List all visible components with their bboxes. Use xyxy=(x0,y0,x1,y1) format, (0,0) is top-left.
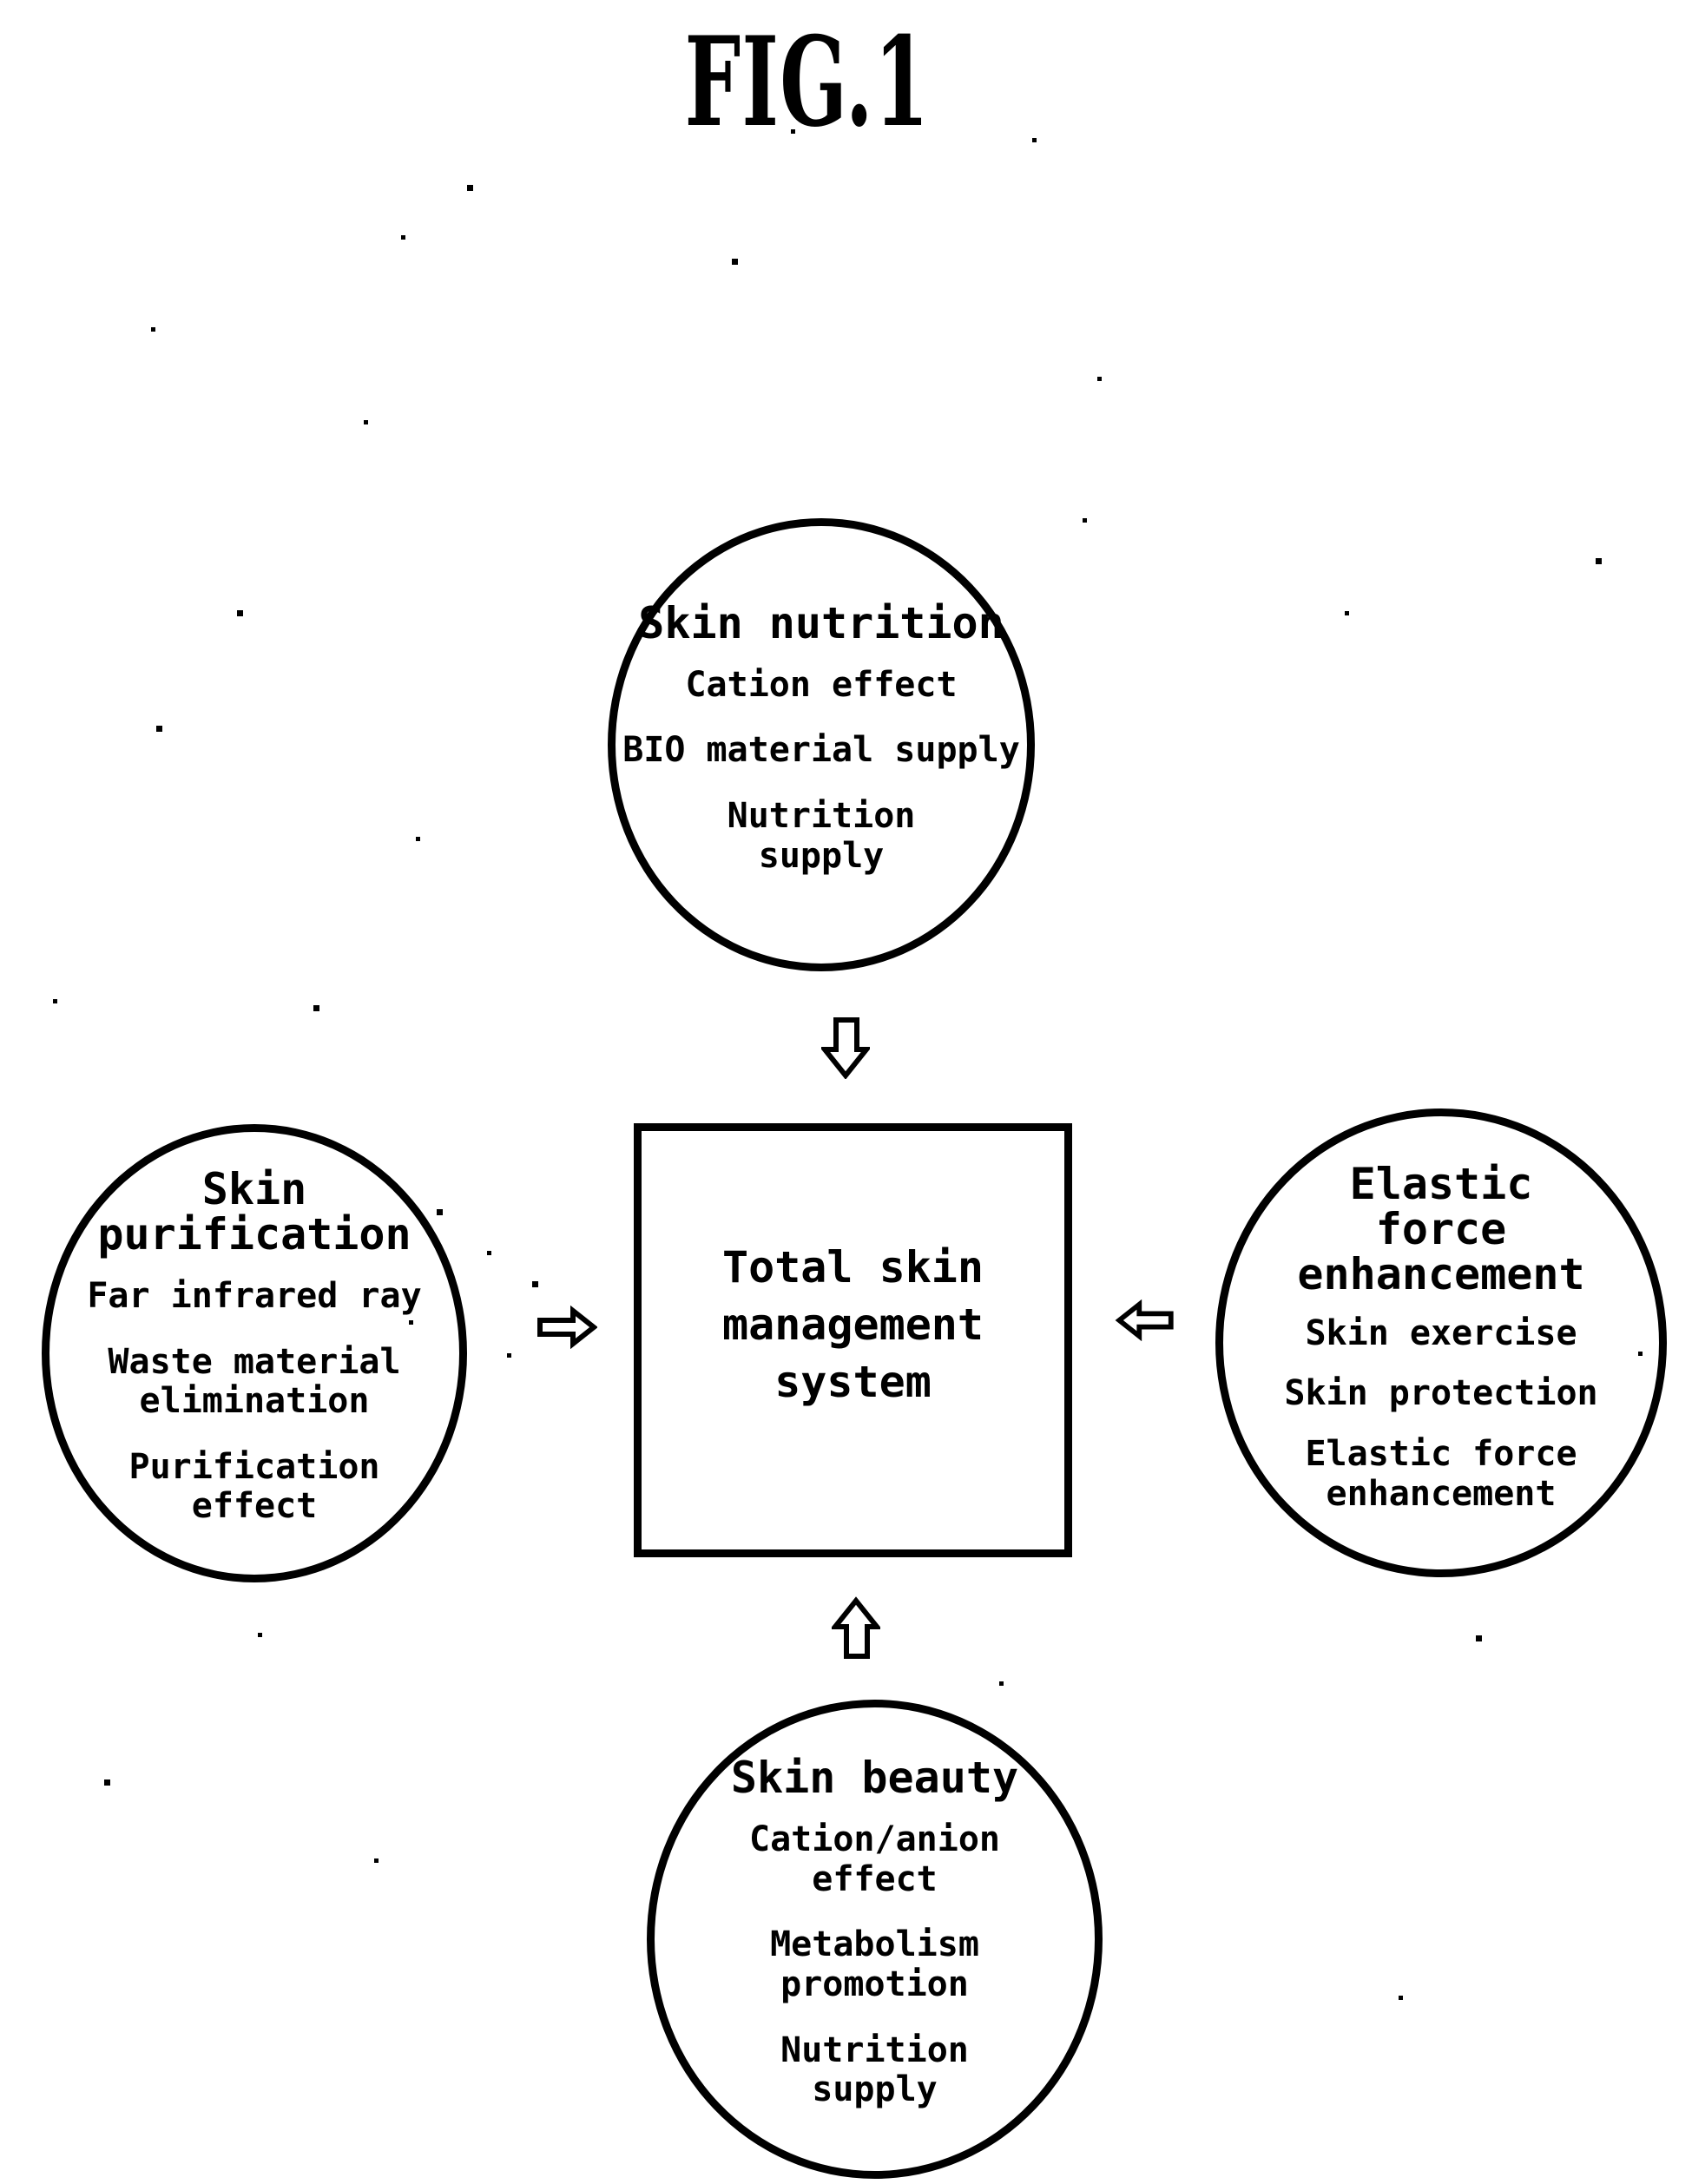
node-title-line: Skin beauty xyxy=(730,1753,1019,1804)
node-item-line: Skin exercise xyxy=(1305,1312,1577,1353)
node-title-line: enhancement xyxy=(1297,1248,1585,1299)
node-title-line: force xyxy=(1375,1203,1507,1254)
node-item xyxy=(129,1448,380,1527)
node-item-line: Nutrition xyxy=(727,796,916,836)
node-item-line: Cation effect xyxy=(685,664,958,705)
node-title xyxy=(97,1164,411,1260)
node-item-line: Nutrition xyxy=(780,2029,969,2070)
node-item-line: Elastic force xyxy=(1305,1434,1577,1474)
scan-noise-specks xyxy=(0,0,3,3)
node-item-line: enhancement xyxy=(1326,1473,1557,1514)
block-arrow-right-icon xyxy=(537,1306,597,1349)
node-title-line: Skin xyxy=(201,1164,307,1215)
node-item-line: effect xyxy=(812,1858,938,1899)
block-arrow-up-icon xyxy=(832,1595,880,1660)
node-item-line: supply xyxy=(758,835,885,876)
total-skin-management-system-box xyxy=(634,1123,1072,1557)
node-item-line: BIO material supply xyxy=(622,730,1020,771)
node-item xyxy=(780,2031,969,2110)
node-item-line: Purification xyxy=(128,1446,380,1487)
node-item xyxy=(87,1277,421,1317)
node-elastic-force-enhancement xyxy=(1215,1108,1667,1577)
node-item xyxy=(1284,1374,1597,1414)
node-item xyxy=(1305,1314,1577,1354)
node-title-line: Skin nutrition xyxy=(638,597,1004,648)
center-box-line: Total skin xyxy=(721,1242,984,1293)
node-item-line: Skin protection xyxy=(1284,1373,1598,1414)
node-item-line: Cation/anion xyxy=(749,1819,1000,1860)
node-skin-nutrition xyxy=(608,518,1035,971)
node-item xyxy=(727,797,916,876)
node-title xyxy=(638,597,1004,648)
node-item xyxy=(622,731,1020,771)
node-item-line: elimination xyxy=(139,1381,370,1422)
node-item-line: Metabolism xyxy=(770,1924,979,1965)
node-title-line: purification xyxy=(97,1209,411,1260)
center-box-line: management xyxy=(721,1299,984,1350)
node-item xyxy=(1305,1435,1577,1514)
node-item-line: effect xyxy=(191,1486,318,1527)
node-item-line: Waste material xyxy=(108,1341,401,1382)
center-box-line: system xyxy=(774,1357,932,1407)
node-item-line: promotion xyxy=(780,1964,969,2004)
block-arrow-left-icon xyxy=(1115,1299,1175,1341)
node-item xyxy=(770,1925,979,2004)
block-arrow-down-icon xyxy=(821,1016,870,1079)
node-item-line: Far infrared ray xyxy=(87,1276,422,1317)
node-title-line: Elastic xyxy=(1349,1158,1533,1209)
node-item xyxy=(749,1820,1000,1899)
node-skin-beauty xyxy=(647,1700,1103,2179)
node-title xyxy=(1297,1158,1585,1299)
node-skin-purification xyxy=(42,1124,467,1582)
node-item-line: supply xyxy=(812,2069,938,2110)
figure-title: FIG.1 xyxy=(684,10,931,155)
node-item xyxy=(108,1343,400,1422)
node-title xyxy=(730,1753,1019,1804)
node-item xyxy=(685,666,957,706)
